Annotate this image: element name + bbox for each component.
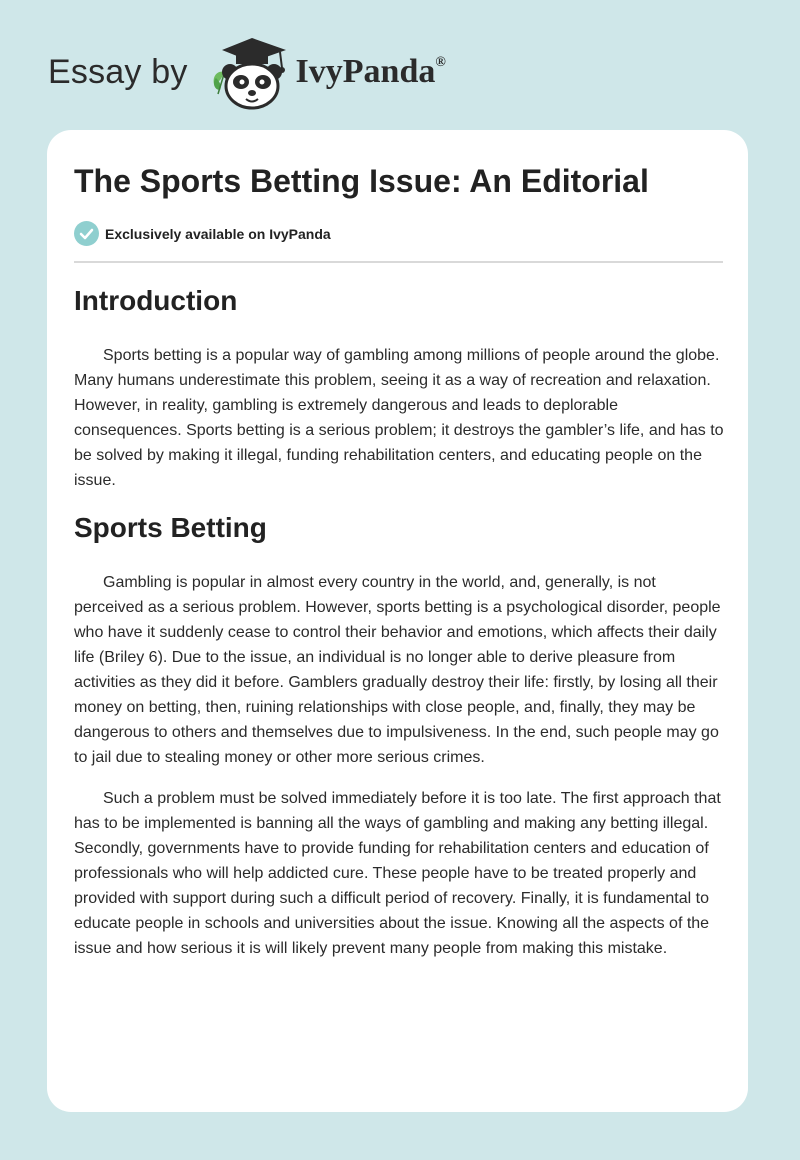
registered-mark: ®: [435, 55, 446, 70]
introduction-paragraph: Sports betting is a popular way of gambling among millions of people around the globe. Many humans underestimate this problem, seeing it as a way of recreation and relaxation. However, in reality, gambling is extremely dangerous and leads to deplorable consequences. Sports betting is a serious problem; it destroys the gambler’s life, and has to be solved by making it illegal, funding rehabilitation centers, and educating people on the issue.: [74, 347, 724, 489]
panda-logo-icon: [206, 32, 290, 112]
essay-by-label: Essay by: [48, 52, 188, 91]
site-header: [48, 32, 446, 112]
title-divider: [74, 261, 723, 263]
essay-card: [47, 130, 748, 1112]
section-heading-sports-betting: Sports Betting: [74, 512, 267, 543]
check-circle-icon: [74, 221, 99, 246]
brand-name[interactable]: IvyPanda®: [295, 53, 446, 90]
sports-betting-paragraph-1: Gambling is popular in almost every country in the world, and, generally, is not perceived as a serious problem. However, sports betting is a psychological disorder, people who have it suddenly cease to control their behavior and emotions, which affects their daily life (Briley 6). Due to the issue, an individual is no longer able to derive pleasure from activities as they did it before. Gamblers gradually destroy their life: firstly, by losing all their money on betting, then, ruining relationships with close people, and, finally, they may be dangerous to others and themselves due to impulsiveness. In the end, such people may go to jail due to stealing money or other more serious crimes.: [74, 574, 721, 766]
exclusive-badge: [74, 221, 331, 246]
sports-betting-paragraph-2: Such a problem must be solved immediately before it is too late. The first approach that has to be implemented is banning all the ways of gambling and making any betting illegal. Secondly, governments have to provide funding for rehabilitation centers and education of professionals who will help addicted cure. These people have to be treated properly and provided with support during such a difficult period of recovery. Finally, it is fundamental to educate people in schools and universities about the issue. Knowing all the aspects of the issue and how serious it is will likely prevent many people from making this mistake.: [74, 790, 721, 957]
page-title: The Sports Betting Issue: An Editorial: [74, 163, 649, 199]
section-heading-introduction: Introduction: [74, 285, 238, 316]
exclusive-badge-label: Exclusively available on IvyPanda: [105, 225, 331, 242]
